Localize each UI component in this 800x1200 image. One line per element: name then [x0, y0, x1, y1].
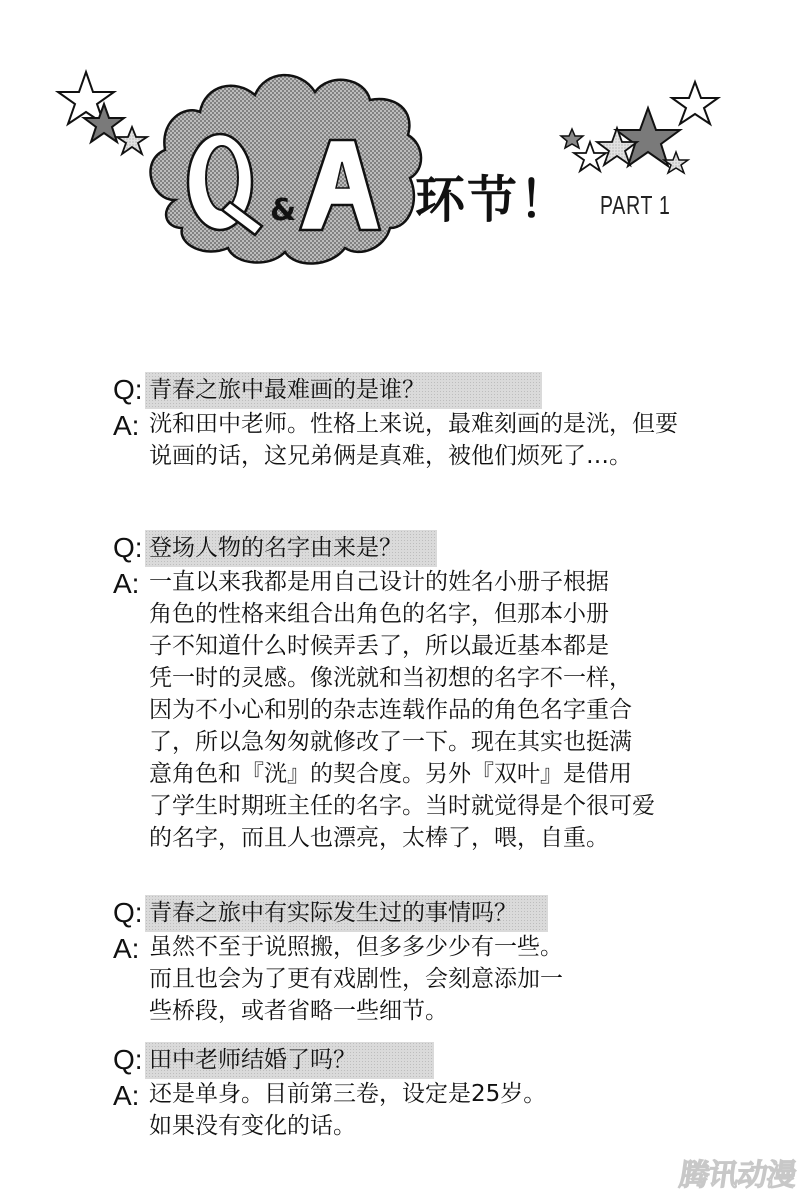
- part-number-label: PART 1: [600, 190, 671, 220]
- question-row: [113, 530, 753, 566]
- question-text: 青春之旅中最难画的是谁？: [149, 377, 425, 403]
- question-row: [113, 372, 753, 408]
- answer-line: 虽然不至于说照搬，但多多少少有一些。: [149, 934, 563, 960]
- answer-text: [113, 931, 753, 1027]
- question-label: Q:: [113, 532, 143, 563]
- answer-line: 些桥段，或者省略一些细节。: [149, 998, 448, 1024]
- qa-item-1: [113, 372, 753, 472]
- question-text: 田中老师结婚了吗？: [149, 1047, 356, 1073]
- answer-line: 而且也会为了更有戏剧性，会刻意添加一: [149, 966, 563, 992]
- answer-line: 的名字，而且人也漂亮，太棒了，喂，自重。: [149, 825, 609, 851]
- answer-line: 了学生时期班主任的名字。当时就觉得是个很可爱: [149, 793, 655, 819]
- qa-header-illustration: [0, 0, 800, 300]
- star-cluster-left-icon: [58, 72, 147, 154]
- answer-line: 还是单身。目前第三卷，设定是25岁。: [149, 1081, 547, 1107]
- answer-row: [113, 931, 753, 1027]
- answer-line: 说画的话，这兄弟俩是真难，被他们烦死了…。: [149, 443, 632, 469]
- answer-row: [113, 1078, 753, 1142]
- answer-line: 如果没有变化的话。: [149, 1113, 356, 1139]
- qa-item-4: [113, 1042, 753, 1142]
- answer-line: 意角色和『洸』的契合度。另外『双叶』是借用: [149, 761, 632, 787]
- answer-text: [113, 408, 753, 472]
- qa-item-2: [113, 530, 753, 854]
- answer-label: A:: [113, 933, 140, 964]
- qa-item-3: [113, 895, 753, 1027]
- question-row: [113, 895, 753, 931]
- question-row: [113, 1042, 753, 1078]
- answer-line: 因为不小心和别的杂志连载作品的角色名字重合: [149, 697, 632, 723]
- answer-line: 角色的性格来组合出角色的名字，但那本小册: [149, 601, 609, 627]
- question-label: Q:: [113, 1044, 143, 1075]
- answer-row: [113, 408, 753, 472]
- section-title: 环节！: [415, 171, 571, 229]
- answer-line: 子不知道什么时候弄丢了，所以最近基本都是: [149, 633, 609, 659]
- answer-label: A:: [113, 410, 140, 441]
- answer-text: [113, 566, 753, 854]
- answer-line: 洸和田中老师。性格上来说，最难刻画的是洸，但要: [149, 411, 678, 437]
- question-text: 青春之旅中有实际发生过的事情吗？: [149, 900, 517, 926]
- answer-row: [113, 566, 753, 854]
- answer-line: 了，所以急匆匆就修改了一下。现在其实也挺满: [149, 729, 632, 755]
- question-label: Q:: [113, 374, 143, 405]
- question-text: 登场人物的名字由来是？: [149, 535, 402, 561]
- question-label: Q:: [113, 897, 143, 928]
- answer-line: 凭一时的灵感。像洸就和当初想的名字不一样，: [149, 665, 632, 691]
- svg-text:&: &: [270, 193, 297, 228]
- answer-text: [113, 1078, 753, 1142]
- watermark-logo: 腾讯动漫: [677, 1158, 798, 1193]
- answer-line: 一直以来我都是用自己设计的姓名小册子根据: [149, 569, 609, 595]
- star-cluster-right-icon: [561, 82, 718, 173]
- answer-label: A:: [113, 568, 140, 599]
- answer-label: A:: [113, 1080, 140, 1111]
